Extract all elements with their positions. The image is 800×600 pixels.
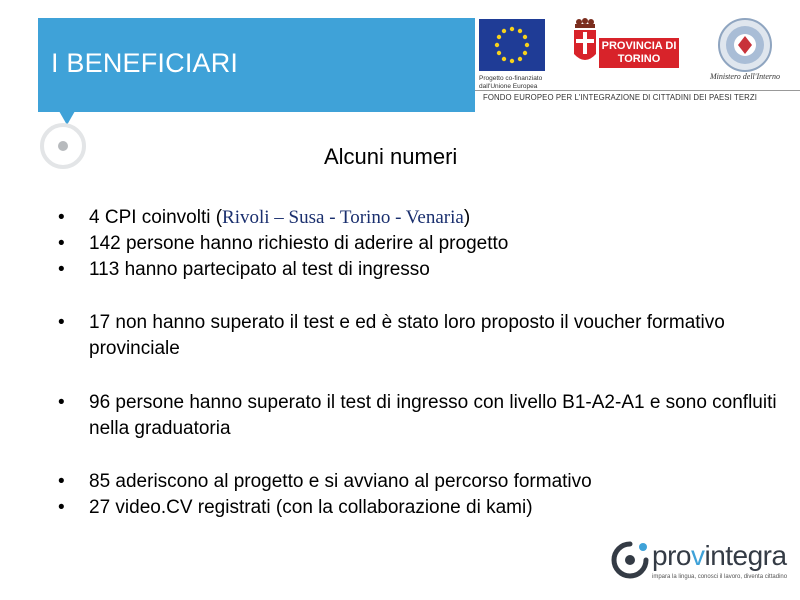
provincia-label: PROVINCIA DI TORINO bbox=[599, 38, 679, 68]
brand-name-end: integra bbox=[704, 540, 787, 571]
bullet-not-passed: • 17 non hanno superato il test e ed è stato loro proposto il voucher formativo provinciale bbox=[58, 310, 778, 362]
bullet-group-4 bbox=[58, 469, 758, 521]
eu-flag-logo bbox=[479, 19, 545, 71]
provintegra-ring-icon bbox=[610, 540, 650, 580]
page-title: I BENEFICIARI bbox=[51, 48, 239, 78]
bullet-cpi-prefix: 4 CPI coinvolti ( bbox=[89, 207, 223, 228]
ministero-emblem-logo bbox=[711, 18, 779, 72]
bullet-group-3 bbox=[58, 390, 778, 442]
fund-bar-text: FONDO EUROPEO PER L'INTEGRAZIONE DI CITTADINI DEI PAESI TERZI bbox=[483, 93, 758, 102]
bullet-group-1 bbox=[58, 205, 758, 283]
provincia-shield-logo bbox=[571, 18, 599, 70]
section-subtitle: Alcuni numeri bbox=[324, 144, 458, 169]
bullet-cpi-suffix: ) bbox=[463, 207, 471, 228]
bullet-cpi-cities: Rivoli – Susa - Torino - Venaria bbox=[222, 207, 464, 228]
bullet-requests: • 142 persone hanno richiesto di aderire al progetto bbox=[58, 231, 758, 257]
bullet-passed: • 96 persone hanno superato il test di ingresso con livello B1-A2-A1 e sono confluiti nella graduatoria bbox=[58, 390, 778, 442]
provintegra-logo bbox=[610, 538, 795, 588]
bullet-test-participants: • 113 hanno partecipato al test di ingresso bbox=[58, 257, 758, 283]
provintegra-wordmark bbox=[652, 540, 787, 572]
fund-bar bbox=[475, 90, 800, 107]
partner-logos bbox=[475, 14, 800, 110]
ministero-caption: Ministero dell'Interno bbox=[709, 72, 781, 81]
eu-caption: Progetto co-finanziato dall'Unione Europea bbox=[479, 75, 543, 90]
bullet-video-cv: • 27 video.CV registrati (con la collaborazione di kami) bbox=[58, 495, 758, 521]
bullet-cpi bbox=[58, 205, 758, 231]
brand-name-accent: v bbox=[690, 540, 705, 571]
title-banner bbox=[38, 18, 475, 112]
ring-dot-decoration bbox=[58, 141, 68, 151]
brand-name-start: pro bbox=[652, 540, 691, 571]
bullet-group-2 bbox=[58, 310, 778, 362]
provintegra-tagline: impara la lingua, conosci il lavoro, diventa cittadino bbox=[652, 574, 788, 580]
bullet-joined: • 85 aderiscono al progetto e si avviano al percorso formativo bbox=[58, 469, 758, 495]
